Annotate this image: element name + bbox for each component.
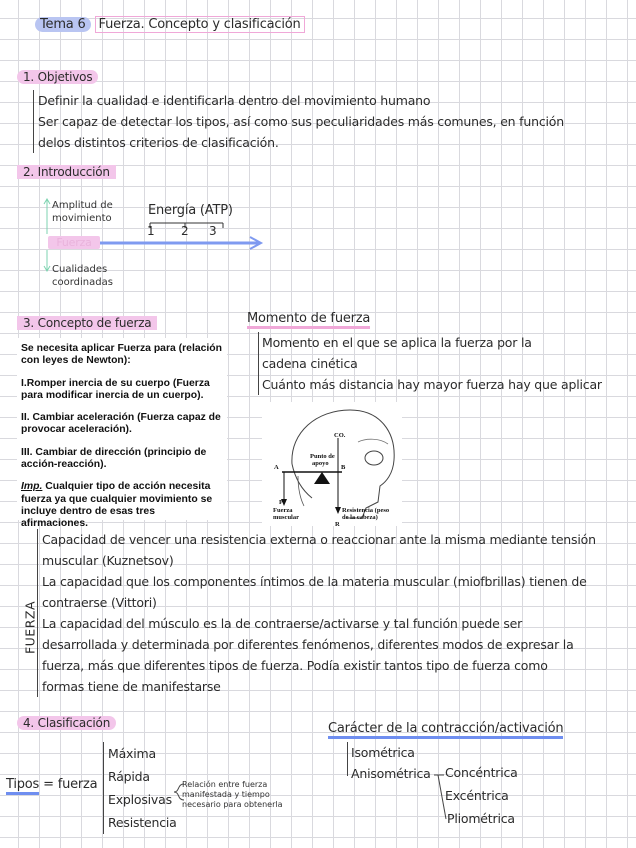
section-objetivos-heading [17,69,98,84]
momento-line: cadena cinética [262,356,358,371]
label-apoyo: apoyo [312,460,329,467]
equals-fuerza: = fuerza [43,777,98,792]
tipos-label: Tipos [6,777,39,795]
energia-num: 1 [147,224,155,238]
tipo-item: Explosivas [108,792,172,807]
newton-law-1: I.Romper inercia de su cuerpo (Fuerza para modificar inercia de un cuerpo). [21,377,210,401]
section-concepto-heading [17,315,157,330]
topic-chip: Tema 6 [35,17,91,32]
energia-label: Energía (ATP) [148,203,233,218]
fuerza-side-label: FUERZA [22,600,38,655]
momento-line: Cuánto más distancia hay mayor fuerza hay que aplicar [262,377,602,392]
caracter-list [347,742,431,781]
head-lever-figure [262,402,402,526]
isometrica: Isométrica [351,745,415,760]
fuerza-node: Fuerza [48,236,100,249]
newton-law-3: III. Cambiar de dirección (principio de acción-reacción). [21,446,207,471]
excentrica: Excéntrica [445,788,509,803]
heading-label: 4. Clasificación [17,716,116,730]
label-co: CO. [334,432,346,439]
label-b: B [341,464,346,471]
definition-line: contraerse (Vittori) [42,595,157,610]
objetivo-item-cont: delos distintos criterios de clasificación. [38,135,279,150]
definition-line: fuerza, más que diferentes tipos de fuerza. Podía existir tantos tipo de fuerza como [42,658,548,673]
momento-heading: Momento de fuerza [247,311,370,326]
definition-line: desarrollada y determinada por diferentes fenómenos, diferentes modos de expresar la [42,637,574,652]
definition-line: La capacidad del músculo es la de contraerse/activarse y tal función puede ser [42,616,523,631]
tipo-item: Rápida [108,769,150,784]
pliometrica: Pliométrica [447,811,515,826]
objetivos-list [33,90,628,153]
definition-line: La capacidad que los componentes íntimos de la materia muscular (miofbrillas) tienen de [42,574,587,589]
label-muscular: muscular [273,514,299,521]
label-resistencia: Resistencia (peso [342,507,390,514]
tipo-item: Máxima [108,746,156,761]
label-p: P [279,499,283,506]
anisometrica: Anisométrica [351,766,431,781]
concentrica: Concéntrica [445,765,518,780]
page-header [35,17,305,32]
tipos-fuerza [6,777,97,792]
heading-label: 2. Introducción [17,165,116,179]
section-introduccion-heading [17,164,116,179]
page-title: Fuerza. Concepto y clasificación [95,16,305,33]
tipo-item: Resistencia [108,815,177,830]
cualidades-label: Cualidades coordinadas [52,264,113,288]
heading-label: 1. Objetivos [17,70,98,84]
section-clasificacion-heading [17,715,116,730]
momento-line: Momento en el que se aplica la fuerza por la [262,335,532,350]
label-fuerza: Fuerza [273,507,293,514]
label-r: R [335,521,340,526]
definition-line: formas tiene de manifestarse [42,679,221,694]
newton-note: Imp. Cualquier tipo de acción necesita fuerza ya que cualquier movimiento se incluye dentro de esas tres afirmaciones. [21,481,213,530]
skull-drawing [262,402,402,526]
objetivo-item: Ser capaz de detectar los tipos, así como sus peculiaridades más comunes, en función [38,114,564,129]
label-punto: Punto de [310,453,335,460]
newton-intro: Se necesita aplicar Fuerza para (relación con leyes de Newton): [21,343,222,367]
tipos-list [103,742,177,834]
fuerza-definitions [37,529,634,697]
explosivas-note: Relación entre fuerza manifestada y tiempo necesario para obtenerla [182,780,283,809]
objetivo-item: Definir la cualidad e identificarla dentro del movimiento humano [38,93,431,108]
heading-label: 3. Concepto de fuerza [17,316,157,330]
newton-law-2: II. Cambiar aceleración (Fuerza capaz de provocar aceleración). [21,412,221,436]
caracter-heading: Carácter de la contracción/activación [328,721,563,736]
label-peso-cabeza: de la cabeza) [342,514,378,521]
energia-num: 3 [209,224,217,238]
label-a: A [274,464,279,471]
energia-num: 2 [181,224,189,238]
definition-line: muscular (Kuznetsov) [42,553,174,568]
definition-line: Capacidad de vencer una resistencia externa o reaccionar ante la misma mediante tensión [42,532,596,547]
newton-box [17,338,227,530]
amplitud-label: Amplitud de movimiento [52,200,113,224]
momento-list [258,332,634,395]
